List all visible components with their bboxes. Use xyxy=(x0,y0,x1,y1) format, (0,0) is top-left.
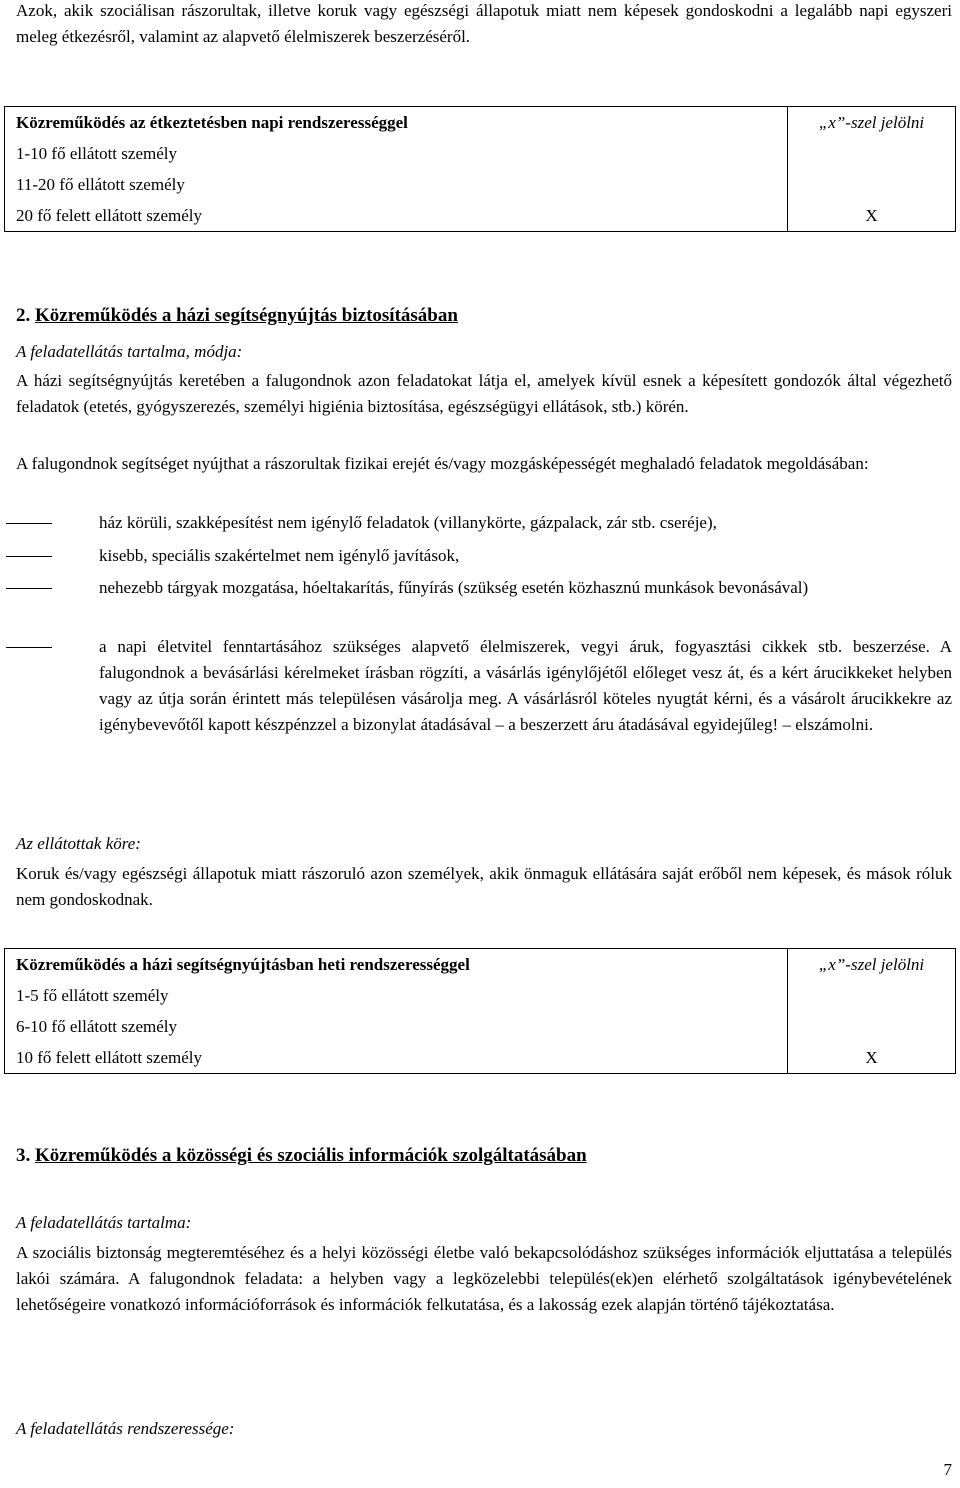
section2-paragraph-2: A falugondnok segítséget nyújthat a rászorultak fizikai erejét és/vagy mozgásképességét meghaladó feladatok megoldásában: xyxy=(16,454,869,473)
table2-row-mark: X xyxy=(788,1042,956,1074)
dash-bullet xyxy=(6,588,52,589)
section3-subheading: A feladatellátás tartalma: xyxy=(16,1213,192,1232)
dash-bullet xyxy=(6,556,52,557)
section2-heading xyxy=(16,303,458,329)
table2-mark-header: „x”-szel jelölni xyxy=(788,949,956,981)
table2-header: Közreműködés a házi segítségnyújtásban heti rendszerességgel xyxy=(5,949,788,981)
table1-row-mark xyxy=(788,138,956,169)
list-item-text: ház körüli, szakképesítést nem igénylő feladatok (villanykörte, gázpalack, zár stb. cseréje), xyxy=(99,513,717,532)
list-item-text: nehezebb tárgyak mozgatása, hóeltakarítás, fűnyírás (szükség esetén közhasznú munkások bevonásával) xyxy=(99,578,809,597)
section2-number: 2. xyxy=(16,305,31,326)
clients-paragraph: Koruk és/vagy egészségi állapotuk miatt rászoruló azon személyek, akik önmaguk ellátására saját erőből nem képesek, és mások róluk nem gondoskodnak. xyxy=(16,864,952,909)
table2-row-label: 1-5 fő ellátott személy xyxy=(5,980,788,1011)
page-number: 7 xyxy=(943,1460,952,1479)
dash-bullet xyxy=(6,523,52,524)
table1-mark-header: „x”-szel jelölni xyxy=(788,107,956,139)
regularity-heading: A feladatellátás rendszeressége: xyxy=(16,1419,235,1438)
table2-row-label: 6-10 fő ellátott személy xyxy=(5,1011,788,1042)
table2-row-mark xyxy=(788,1011,956,1042)
section2-title: Közreműködés a házi segítségnyújtás biztosításában xyxy=(35,305,458,326)
table1-header: Közreműködés az étkeztetésben napi rendszerességgel xyxy=(5,107,788,139)
meal-service-table xyxy=(4,106,956,232)
table1-row-label: 20 fő felett ellátott személy xyxy=(5,200,788,232)
list-item-text: a napi életvitel fenntartásához szükséges alapvető élelmiszerek, vegyi áruk, fogyasztási cikkek stb. beszerzése. A falugondnok a bevásárlási kérelmeket írásban rögzíti, a vásárlás igénylőjétől előleget vesz át, és a kért árucikkeket helyben vagy az útja során érintett más településen vásárolja meg. A vásárlásról köteles nyugtát kérni, és a vásárolt árucikkekre az igénybevevőtől kapott készpénzzel a bizonylat átadásával – a beszerzett áru átadásával egyidejűleg! – elszámolni. xyxy=(99,637,952,734)
list-item-text: kisebb, speciális szakértelmet nem igénylő javítások, xyxy=(99,546,460,565)
intro-paragraph: Azok, akik szociálisan rászorultak, illetve koruk vagy egészségi állapotuk miatt nem képesek gondoskodni a legalább napi egyszeri meleg étkezésről, valamint az alapvető élelmiszerek beszerzéséről. xyxy=(16,1,952,46)
section3-number: 3. xyxy=(16,1145,31,1166)
section3-paragraph: A szociális biztonság megteremtéséhez és a helyi közösségi életbe való bekapcsolódáshoz szükséges információk eljuttatása a település lakói számára. A falugondnok feladata: a helyben vagy a legközelebbi település(ek)en elérhető szolgáltatások igénybevételének lehetőségeire vonatkozó információforrások és információk felkutatása, és a lakosság ezek alapján történő tájékoztatása. xyxy=(16,1243,952,1314)
dash-bullet xyxy=(6,647,52,648)
table1-row-mark xyxy=(788,169,956,200)
clients-heading: Az ellátottak köre: xyxy=(16,834,141,853)
home-help-table xyxy=(4,948,956,1074)
table2-row-mark xyxy=(788,980,956,1011)
section2-subheading: A feladatellátás tartalma, módja: xyxy=(16,342,243,361)
section2-paragraph-1: A házi segítségnyújtás keretében a falugondnok azon feladatokat látja el, amelyek kívül esnek a képesített gondozók által végezhető feladatok (etetés, gyógyszerezés, személyi higiénia biztosítása, egészségügyi ellátások, stb.) körén. xyxy=(16,371,952,416)
table1-row-label: 11-20 fő ellátott személy xyxy=(5,169,788,200)
table1-row-mark: X xyxy=(788,200,956,232)
table1-row-label: 1-10 fő ellátott személy xyxy=(5,138,788,169)
section3-heading xyxy=(16,1143,587,1169)
table2-row-label: 10 fő felett ellátott személy xyxy=(5,1042,788,1074)
section3-title: Közreműködés a közösségi és szociális információk szolgáltatásában xyxy=(35,1145,587,1166)
